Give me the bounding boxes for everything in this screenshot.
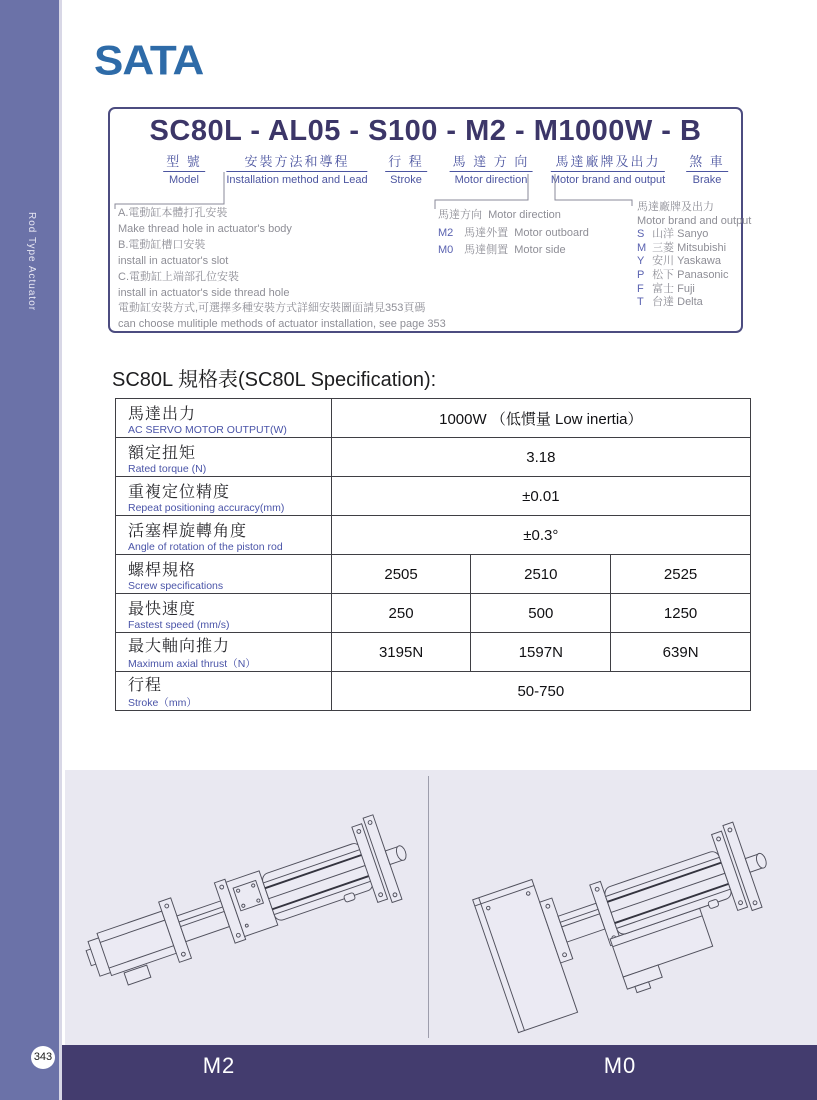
row-value: ±0.01	[331, 477, 750, 516]
bottom-bar	[62, 1045, 817, 1100]
motor-brand-option: T 台達 Delta	[637, 296, 703, 309]
row-label-en: Stroke（mm）	[128, 697, 197, 709]
motor-direction-option: M0 馬達側置 Motor side	[438, 244, 566, 256]
table-row	[116, 399, 751, 438]
row-value: 3.18	[331, 438, 750, 477]
row-value: 639N	[611, 633, 751, 672]
model-label-installation: 安裝方法和導程 Installation method and Lead	[226, 151, 367, 186]
sidebar-title-en: Rod Type Actuator	[26, 212, 37, 312]
model-label-stroke: 行 程 Stroke	[385, 151, 427, 186]
drawings-panel	[65, 770, 817, 1045]
row-label-en: AC SERVO MOTOR OUTPUT(W)	[128, 423, 287, 436]
table-row	[116, 633, 751, 672]
actuator-drawing-m0	[435, 774, 813, 1042]
row-label-cn: 重複定位精度	[128, 483, 231, 501]
row-label-en: Screw specifications	[128, 579, 224, 592]
installation-methods-section	[118, 206, 446, 333]
model-label-motor-brand: 馬達廠牌及出力 Motor brand and output	[551, 151, 665, 186]
motor-brand-header-cn: 馬達廠牌及出力	[637, 201, 714, 213]
row-value: 1597N	[471, 633, 611, 672]
drawings-divider	[428, 776, 429, 1038]
page-number-badge: 343	[31, 1046, 55, 1069]
row-value: 2525	[611, 555, 751, 594]
row-value: 250	[331, 594, 471, 633]
table-row	[116, 555, 751, 594]
table-row	[116, 438, 751, 477]
install-note: install in actuator's side thread hole	[118, 286, 290, 299]
install-note: A.電動缸本體打孔安裝	[118, 207, 228, 219]
table-row	[116, 594, 751, 633]
motor-brand-option: F 富士 Fuji	[637, 282, 695, 295]
spec-table	[115, 398, 751, 711]
spec-table-title: SC80L 規格表(SC80L Specification):	[112, 369, 437, 391]
row-label-cn: 行程	[128, 677, 163, 694]
row-label-en: Maximum axial thrust（N）	[128, 658, 256, 670]
row-value: 500	[471, 594, 611, 633]
row-value: 2505	[331, 555, 471, 594]
row-label-en: Angle of rotation of the piston rod	[128, 540, 283, 553]
model-code-box	[108, 107, 752, 333]
motor-direction-section	[438, 207, 633, 260]
row-label-en: Repeat positioning accuracy(mm)	[128, 501, 285, 514]
motor-brand-option: P 松下 Panasonic	[637, 268, 729, 281]
row-label-cn: 活塞桿旋轉角度	[128, 522, 248, 540]
row-value: 3195N	[331, 633, 471, 672]
sidebar-title-cjk: 電動缸	[60, 136, 79, 214]
row-label-cn: 額定扭矩	[128, 444, 197, 462]
sidebar	[0, 0, 79, 1100]
motor-brand-section	[637, 201, 752, 310]
row-label-cn: 螺桿規格	[128, 561, 197, 579]
motor-direction-header: 馬達方向 Motor direction	[438, 209, 561, 221]
row-label-cn: 最大軸向推力	[128, 638, 231, 655]
row-value: 1250	[611, 594, 751, 633]
install-note: C.電動缸上端部孔位安裝	[118, 270, 239, 283]
row-label-cn: 馬達出力	[128, 405, 197, 423]
motor-brand-header-en: Motor brand and output	[637, 214, 752, 227]
row-value: 50-750	[331, 672, 750, 711]
row-label-cn: 最快速度	[128, 600, 197, 618]
motor-brand-option: M 三菱 Mitsubishi	[637, 241, 727, 254]
install-note: install in actuator's slot	[118, 254, 229, 267]
model-label-motor-direction: 馬 達 方 向 Motor direction	[450, 151, 533, 186]
row-label-en: Fastest speed (mm/s)	[128, 618, 230, 631]
table-row	[116, 516, 751, 555]
brand-logo: SATA	[94, 37, 204, 84]
motor-brand-option: S 山洋 Sanyo	[637, 228, 709, 241]
actuator-drawing-m2	[67, 774, 423, 1040]
model-number: SC80L - AL05 - S100 - M2 - M1000W - B	[149, 115, 702, 147]
drawing-caption-m2: M2	[202, 1053, 236, 1078]
drawing-caption-m0: M0	[603, 1053, 637, 1078]
model-label-model: 型 號 Model	[163, 151, 205, 186]
install-note: B.電動缸槽口安裝	[118, 238, 206, 251]
model-label-brake: 煞 車 Brake	[686, 151, 728, 186]
install-note: 電動缸安裝方式,可選擇多種安裝方式詳細安裝圖面請見353頁碼	[118, 302, 426, 315]
row-value: 2510	[471, 555, 611, 594]
table-row	[116, 477, 751, 516]
install-note: can choose mulitiple methods of actuator installation, see page 353	[118, 318, 446, 331]
row-value: ±0.3°	[331, 516, 750, 555]
table-row	[116, 672, 751, 711]
row-label-en: Rated torque (N)	[128, 462, 207, 475]
motor-brand-option: Y 安川 Yaskawa	[637, 255, 721, 268]
install-note: Make thread hole in actuator's body	[118, 222, 292, 235]
row-value: 1000W （低慣量 Low inertia）	[331, 399, 750, 438]
motor-direction-option: M2 馬達外置 Motor outboard	[438, 226, 589, 239]
